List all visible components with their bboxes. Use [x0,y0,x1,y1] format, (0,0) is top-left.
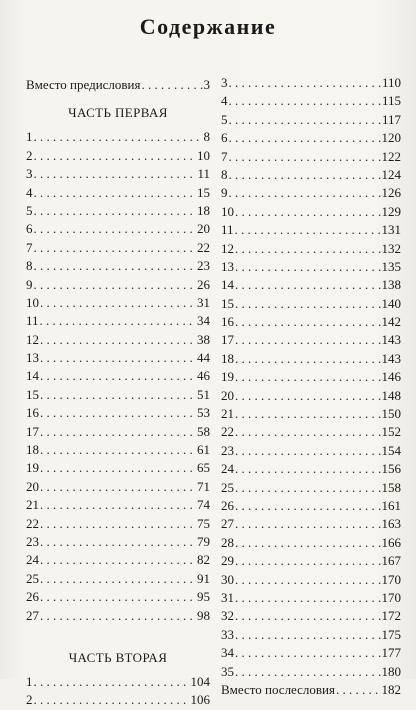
leader-dots [336,681,381,699]
leader-dots [235,221,381,239]
toc-entry-label: 8 [221,166,228,182]
toc-entry-page: 132 [381,240,401,256]
toc-entry-label: 21 [26,497,39,513]
toc-entry-page: 95 [197,589,210,605]
toc-entry-label: 1 [26,673,33,689]
leader-dots [40,349,196,367]
toc-entry [26,257,210,275]
toc-entry [26,165,210,183]
toc-entry [26,691,210,709]
toc-entry-page: 170 [381,589,401,605]
toc-entry-page: 10 [197,147,210,163]
toc-entry-label: 6 [221,130,228,146]
toc-entry-page: 34 [197,313,210,329]
toc-entry-page: 23 [197,258,210,274]
toc-entry-page: 71 [197,478,210,494]
toc-entry-label: 12 [26,331,39,347]
leader-dots [40,570,196,588]
toc-entry-label: 16 [26,405,39,421]
toc-entry [221,350,401,368]
leader-dots [235,626,381,644]
toc-entry-page: 124 [381,166,401,182]
toc-entry [221,644,401,662]
toc-entry-label: 15 [26,386,39,402]
leader-dots [229,74,381,92]
toc-entry [26,478,210,496]
toc-entry-page: 175 [381,626,401,642]
toc-entry-label: 25 [26,570,39,586]
leader-dots [40,515,196,533]
toc-entry-label: 14 [221,277,234,293]
toc-entry [26,147,210,165]
toc-entry [221,221,401,239]
toc-entry-preface [26,76,210,94]
toc-entry-label: 15 [221,295,234,311]
toc-entry [221,571,401,589]
leader-dots [40,386,196,404]
toc-entry [26,673,210,691]
leader-dots [235,240,381,258]
toc-entry [221,479,401,497]
toc-entry-page: 158 [381,479,401,495]
leader-dots [40,441,196,459]
leader-dots [235,313,381,331]
toc-entry-page: 129 [381,203,401,219]
leader-dots [34,673,190,691]
toc-entry-label: 3 [221,75,228,90]
leader-dots [34,691,190,709]
toc-entry-page: 58 [197,423,210,439]
toc-entry [26,239,210,257]
leader-dots [235,295,381,313]
toc-entry [26,331,210,349]
toc-entry-label: 13 [221,258,234,274]
toc-entry [26,202,210,220]
toc-entry [221,497,401,515]
leader-dots [235,479,381,497]
leader-dots [34,128,203,146]
toc-entry-label: 23 [221,442,234,458]
toc-entry-page: 138 [381,277,401,293]
toc-part-one-list [26,128,210,625]
toc-entry-page: 75 [197,515,210,531]
leader-dots [34,220,197,238]
toc-entry [26,276,210,294]
toc-entry [26,551,210,569]
leader-dots [40,367,196,385]
toc-entry-label: 24 [221,461,234,477]
toc-entry-page: 177 [381,645,401,661]
toc-entry-page: 106 [190,692,210,708]
leader-dots [34,147,197,165]
toc-entry [221,203,401,221]
toc-entry-page: 104 [190,673,210,689]
part-two-heading: ЧАСТЬ ВТОРАЯ [68,649,168,665]
toc-entry [221,331,401,349]
toc-entry-page: 74 [197,497,210,513]
toc-entry-page: 148 [381,387,401,403]
leader-dots [235,460,381,478]
toc-entry-label: 12 [221,240,234,256]
leader-dots [40,423,196,441]
toc-entry-page: 150 [381,406,401,422]
toc-entry-label: 14 [26,368,39,384]
toc-entry-label: 6 [26,221,33,237]
toc-entry-label: 2 [26,147,33,163]
toc-entry [221,129,401,147]
leader-dots [34,257,197,275]
toc-entry [26,386,210,404]
toc-entry-page: 20 [197,221,210,237]
toc-entry [26,588,210,606]
toc-entry [221,534,401,552]
toc-entry [26,515,210,533]
leader-dots [34,202,197,220]
toc-entry-page: 167 [381,553,401,569]
toc-entry-label: 16 [221,314,234,330]
leader-dots [235,644,381,662]
leader-dots [229,92,381,110]
toc-entry-label: 30 [221,571,234,587]
leader-dots [235,258,381,276]
toc-part-two-list-start [26,673,210,710]
toc-entry-label: 2 [26,692,33,708]
toc-entry-page: 180 [381,663,401,679]
toc-entry [26,423,210,441]
toc-entry [26,607,210,625]
toc-entry-label: 8 [26,258,33,274]
toc-entry-page: 135 [381,258,401,274]
toc-entry [26,404,210,422]
leader-dots [40,312,196,330]
toc-entry-page: 110 [381,75,401,90]
toc-entry-label: 31 [221,589,234,605]
toc-entry-page: 154 [381,442,401,458]
toc-entry-label: 35 [221,663,234,679]
toc-entry-label: 4 [26,184,33,200]
toc-entry [26,570,210,588]
toc-entry-label: 3 [26,166,33,182]
leader-dots [235,497,381,515]
leader-dots [40,331,196,349]
toc-entry-page: 140 [381,295,401,311]
toc-entry-label: 18 [26,442,39,458]
toc-entry-page: 82 [197,552,210,568]
toc-entry [221,148,401,166]
leader-dots [40,607,196,625]
toc-entry [221,258,401,276]
leader-dots [34,276,197,294]
toc-entry [26,184,210,202]
toc-entry-label: 10 [26,294,39,310]
toc-entry-page: 146 [381,369,401,385]
leader-dots [34,165,197,183]
toc-entry-page: 61 [197,442,210,458]
toc-entry-page: 8 [203,129,210,145]
toc-entry [221,276,401,294]
leader-dots [40,404,196,422]
toc-entry-page: 65 [197,460,210,476]
toc-entry [221,405,401,423]
leader-dots [235,331,381,349]
toc-entry-page: 161 [381,497,401,513]
toc-entry-page: 120 [381,130,401,146]
toc-entry-page: 44 [197,350,210,366]
toc-entry-label: 22 [26,515,39,531]
toc-entry-label: 34 [221,645,234,661]
toc-entry-label: 5 [221,111,228,127]
toc-entry-label: 11 [221,222,234,238]
toc-entry-label: 13 [26,350,39,366]
leader-dots [235,203,381,221]
leader-dots [235,571,381,589]
leader-dots [235,515,381,533]
toc-entry-page: 26 [197,276,210,292]
toc-entry-label: 18 [221,350,234,366]
toc-entry [221,460,401,478]
leader-dots [40,551,196,569]
toc-entry [221,240,401,258]
toc-entry-page: 131 [381,222,401,238]
toc-entry [26,128,210,146]
toc-entry-label: 20 [221,387,234,403]
leader-dots [235,405,381,423]
page-title: Содержание [139,14,277,39]
leader-dots [229,111,381,129]
toc-entry-page: 152 [381,424,401,440]
toc-entry [221,589,401,607]
toc-entry [221,184,401,202]
toc-entry-page: 31 [197,294,210,310]
toc-entry-label: 9 [26,276,33,292]
toc-entry-afterword [221,681,401,699]
toc-entry-label: 27 [26,607,39,623]
toc-entry-page: 15 [197,184,210,200]
toc-entry [221,74,401,92]
toc-entry-page: 53 [197,405,210,421]
toc-part-two-list-cont [221,74,401,681]
leader-dots [235,607,381,625]
leader-dots [235,663,381,681]
toc-entry-label: 32 [221,608,234,624]
leader-dots [229,148,381,166]
leader-dots [235,276,381,294]
leader-dots [229,184,381,202]
toc-entry-page: 91 [197,570,210,586]
toc-entry-page: 182 [381,681,401,697]
toc-entry [26,533,210,551]
toc-entry [221,111,401,129]
toc-entry-label: 29 [221,553,234,569]
leader-dots [40,496,196,514]
toc-entry-label: Вместо послесловия [221,681,335,697]
toc-entry-page: 142 [381,314,401,330]
toc-entry-label: 19 [26,460,39,476]
toc-entry-page: 166 [381,534,401,550]
toc-entry-page: 51 [197,386,210,402]
toc-entry [26,220,210,238]
toc-entry-label: 33 [221,626,234,642]
toc-entry-page: 156 [381,461,401,477]
toc-entry [26,312,210,330]
toc-entry-label: 27 [221,516,234,532]
leader-dots [34,239,197,257]
toc-entry-label: 11 [26,313,39,329]
leader-dots [235,387,381,405]
toc-entry-label: 22 [221,424,234,440]
toc-entry-label: Вместо предисловия [26,77,141,92]
toc-entry-page: 143 [381,350,401,366]
toc-entry-page: 170 [381,571,401,587]
leader-dots [40,588,196,606]
toc-entry-label: 17 [26,423,39,439]
toc-entry-page: 79 [197,533,210,549]
leader-dots [235,552,381,570]
toc-entry [221,368,401,386]
toc-entry-page: 163 [381,516,401,532]
toc-entry-label: 20 [26,478,39,494]
toc-entry [221,313,401,331]
toc-right-column [221,74,401,699]
leader-dots [235,534,381,552]
toc-entry [221,92,401,110]
leader-dots [235,423,381,441]
toc-entry-label: 7 [221,148,228,164]
part-one-heading: ЧАСТЬ ПЕРВАЯ [68,105,168,121]
toc-entry-page: 98 [197,607,210,623]
toc-entry-page: 38 [197,331,210,347]
toc-entry [26,441,210,459]
toc-entry [221,387,401,405]
toc-entry-page: 18 [197,202,210,218]
toc-entry-page: 46 [197,368,210,384]
toc-entry-label: 7 [26,239,33,255]
toc-entry [26,459,210,477]
leader-dots [40,533,196,551]
leader-dots [229,129,381,147]
leader-dots [141,76,202,94]
toc-entry-label: 24 [26,552,39,568]
toc-entry [221,295,401,313]
toc-entry-page: 115 [381,93,401,109]
toc-entry [221,166,401,184]
toc-entry [26,496,210,514]
toc-entry [221,423,401,441]
toc-entry [221,552,401,570]
leader-dots [235,589,381,607]
leader-dots [40,294,196,312]
toc-entry-label: 4 [221,93,228,109]
leader-dots [229,166,381,184]
toc-entry [26,294,210,312]
toc-entry-page: 11 [197,166,210,182]
toc-entry-label: 19 [221,369,234,385]
toc-entry-label: 9 [221,185,228,201]
toc-entry-label: 5 [26,202,33,218]
toc-entry [221,442,401,460]
toc-entry [221,607,401,625]
toc-entry-label: 26 [26,589,39,605]
leader-dots [235,350,381,368]
toc-entry-page: 126 [381,185,401,201]
toc-entry [221,515,401,533]
leader-dots [235,368,381,386]
toc-entry [26,349,210,367]
toc-entry-label: 26 [221,497,234,513]
toc-entry [26,367,210,385]
leader-dots [40,459,196,477]
leader-dots [40,478,196,496]
toc-entry-label: 1 [26,129,33,145]
toc-left-column [26,76,210,710]
toc-entry [221,626,401,644]
toc-entry-label: 28 [221,534,234,550]
toc-entry [221,663,401,681]
leader-dots [34,184,197,202]
toc-entry-page: 117 [381,111,401,127]
leader-dots [235,442,381,460]
toc-entry-page: 122 [381,148,401,164]
toc-entry-page: 143 [381,332,401,348]
toc-entry-label: 21 [221,406,234,422]
toc-entry-label: 23 [26,533,39,549]
toc-entry-label: 25 [221,479,234,495]
toc-entry-page: 3 [203,77,210,92]
toc-entry-page: 172 [381,608,401,624]
toc-entry-label: 17 [221,332,234,348]
toc-entry-page: 22 [197,239,210,255]
toc-entry-label: 10 [221,203,234,219]
